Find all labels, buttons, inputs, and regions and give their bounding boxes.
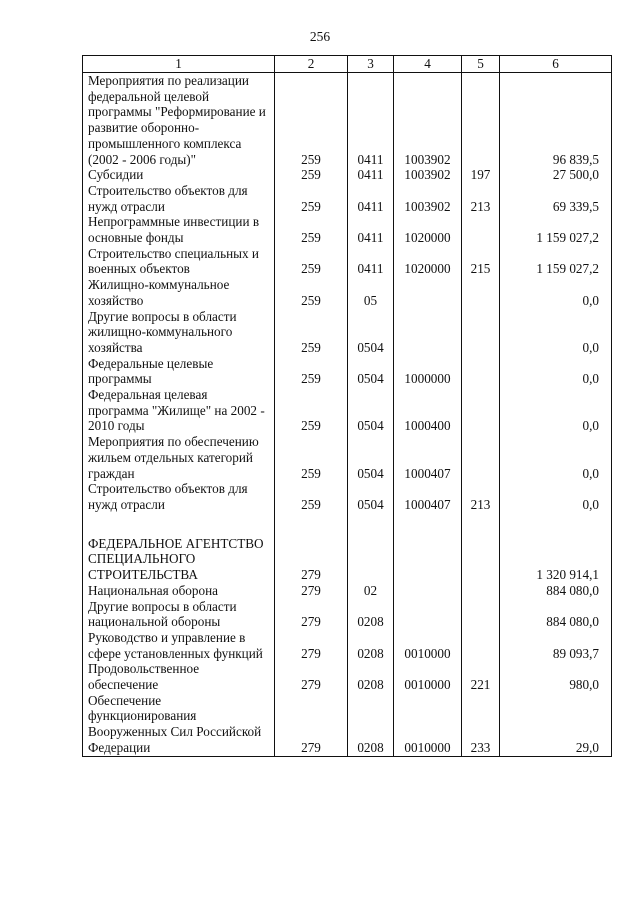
amount-cell: 1 159 027,2: [500, 246, 612, 277]
col3-cell: [348, 536, 394, 583]
amount-cell: 884 080,0: [500, 599, 612, 630]
col4-cell: 1000407: [394, 481, 462, 512]
amount-cell: 69 339,5: [500, 183, 612, 214]
col3-cell: 0208: [348, 661, 394, 692]
table-row: [83, 246, 612, 277]
col2-cell: 259: [275, 73, 348, 168]
page-number: 256: [309, 29, 331, 44]
col5-cell: 221: [462, 661, 500, 692]
table-row: [83, 356, 612, 387]
column-header-2: 2: [275, 56, 348, 73]
row-name: Строительство объектов для нужд отрасли: [83, 183, 275, 214]
col3-cell: 0411: [348, 246, 394, 277]
col5-cell: 197: [462, 167, 500, 183]
col2-cell: 259: [275, 481, 348, 512]
col5-cell: [462, 536, 500, 583]
row-name: Руководство и управление в сфере установленных функций: [83, 630, 275, 661]
table-row: [83, 387, 612, 434]
row-name: Федеральная целевая программа "Жилище" на 2002 - 2010 годы: [83, 387, 275, 434]
col4-cell: 1000407: [394, 434, 462, 481]
amount-cell: 27 500,0: [500, 167, 612, 183]
col5-cell: [462, 356, 500, 387]
column-header-5: 5: [462, 56, 500, 73]
col5-cell: [462, 387, 500, 434]
amount-cell: 0,0: [500, 277, 612, 308]
col2-cell: 259: [275, 167, 348, 183]
col4-cell: [394, 583, 462, 599]
col3-cell: 0504: [348, 434, 394, 481]
col4-cell: 0010000: [394, 630, 462, 661]
table-row: [83, 481, 612, 512]
table-row: [83, 434, 612, 481]
col4-cell: [394, 599, 462, 630]
amount-cell: 0,0: [500, 481, 612, 512]
col3-cell: 0411: [348, 183, 394, 214]
row-name: Другие вопросы в области национальной обороны: [83, 599, 275, 630]
col5-cell: [462, 630, 500, 661]
amount-cell: 29,0: [500, 693, 612, 756]
col3-cell: 0208: [348, 630, 394, 661]
col2-cell: 259: [275, 277, 348, 308]
col4-cell: 1000000: [394, 356, 462, 387]
col5-cell: 213: [462, 183, 500, 214]
col3-cell: 0411: [348, 73, 394, 168]
col4-cell: 1003902: [394, 183, 462, 214]
row-name: Продовольственное обеспечение: [83, 661, 275, 692]
row-name: Национальная оборона: [83, 583, 275, 599]
amount-cell: 0,0: [500, 356, 612, 387]
col5-cell: 233: [462, 693, 500, 756]
row-name: Субсидии: [83, 167, 275, 183]
row-name: ФЕДЕРАЛЬНОЕ АГЕНТСТВО СПЕЦИАЛЬНОГО СТРОИТЕЛЬСТВА: [83, 536, 275, 583]
col5-cell: 215: [462, 246, 500, 277]
col4-cell: [394, 309, 462, 356]
table-row: [83, 167, 612, 183]
col2-cell: 259: [275, 309, 348, 356]
amount-cell: 89 093,7: [500, 630, 612, 661]
col2-cell: 259: [275, 356, 348, 387]
amount-cell: 0,0: [500, 434, 612, 481]
table-row: [83, 630, 612, 661]
amount-cell: 884 080,0: [500, 583, 612, 599]
col4-cell: 1003902: [394, 167, 462, 183]
row-name: Непрограммные инвестиции в основные фонды: [83, 214, 275, 245]
col2-cell: 259: [275, 434, 348, 481]
col4-cell: [394, 277, 462, 308]
col4-cell: 0010000: [394, 693, 462, 756]
col5-cell: [462, 434, 500, 481]
table-row: [83, 214, 612, 245]
col3-cell: 0208: [348, 693, 394, 756]
amount-cell: 96 839,5: [500, 73, 612, 168]
col2-cell: 279: [275, 693, 348, 756]
table-row: [83, 693, 612, 756]
col2-cell: 279: [275, 583, 348, 599]
col2-cell: 279: [275, 661, 348, 692]
column-header-6: 6: [500, 56, 612, 73]
table-row: [83, 536, 612, 583]
row-name: Строительство специальных и военных объектов: [83, 246, 275, 277]
col5-cell: [462, 583, 500, 599]
col2-cell: 259: [275, 387, 348, 434]
col4-cell: 1020000: [394, 214, 462, 245]
column-header-4: 4: [394, 56, 462, 73]
row-name: Строительство объектов для нужд отрасли: [83, 481, 275, 512]
row-name: Мероприятия по реализации федеральной целевой программы "Реформирование и развитие оборонно-промышленного комплекса (2002 - 2006 годы)": [83, 73, 275, 168]
col3-cell: 0504: [348, 309, 394, 356]
col5-cell: [462, 309, 500, 356]
col2-cell: 279: [275, 599, 348, 630]
amount-cell: 1 159 027,2: [500, 214, 612, 245]
table-row: [83, 73, 612, 168]
col4-cell: 1020000: [394, 246, 462, 277]
table-row: [83, 583, 612, 599]
row-name: Другие вопросы в области жилищно-коммунального хозяйства: [83, 309, 275, 356]
row-name: Федеральные целевые программы: [83, 356, 275, 387]
col3-cell: 0208: [348, 599, 394, 630]
row-name: Обеспечение функционирования Вооруженных Сил Российской Федерации: [83, 693, 275, 756]
amount-cell: 1 320 914,1: [500, 536, 612, 583]
blank-row: [83, 513, 612, 536]
amount-cell: 0,0: [500, 387, 612, 434]
table-row: [83, 277, 612, 308]
col4-cell: 1003902: [394, 73, 462, 168]
budget-table: [82, 55, 612, 757]
table-row: [83, 661, 612, 692]
amount-cell: 0,0: [500, 309, 612, 356]
col5-cell: [462, 599, 500, 630]
col4-cell: 0010000: [394, 661, 462, 692]
col5-cell: [462, 214, 500, 245]
col3-cell: 0504: [348, 356, 394, 387]
col3-cell: 0504: [348, 481, 394, 512]
col3-cell: 0504: [348, 387, 394, 434]
table-row: [83, 309, 612, 356]
col3-cell: 0411: [348, 167, 394, 183]
amount-cell: 980,0: [500, 661, 612, 692]
col2-cell: 259: [275, 246, 348, 277]
col2-cell: 279: [275, 536, 348, 583]
header-row: [83, 56, 612, 73]
column-header-1: 1: [83, 56, 275, 73]
row-name: Жилищно-коммунальное хозяйство: [83, 277, 275, 308]
col5-cell: 213: [462, 481, 500, 512]
col2-cell: 259: [275, 183, 348, 214]
col2-cell: 279: [275, 630, 348, 661]
col2-cell: 259: [275, 214, 348, 245]
table-row: [83, 599, 612, 630]
col3-cell: 05: [348, 277, 394, 308]
col3-cell: 02: [348, 583, 394, 599]
col5-cell: [462, 277, 500, 308]
row-name: Мероприятия по обеспечению жильем отдельных категорий граждан: [83, 434, 275, 481]
column-header-3: 3: [348, 56, 394, 73]
table-row: [83, 183, 612, 214]
col4-cell: 1000400: [394, 387, 462, 434]
col3-cell: 0411: [348, 214, 394, 245]
col5-cell: [462, 73, 500, 168]
col4-cell: [394, 536, 462, 583]
